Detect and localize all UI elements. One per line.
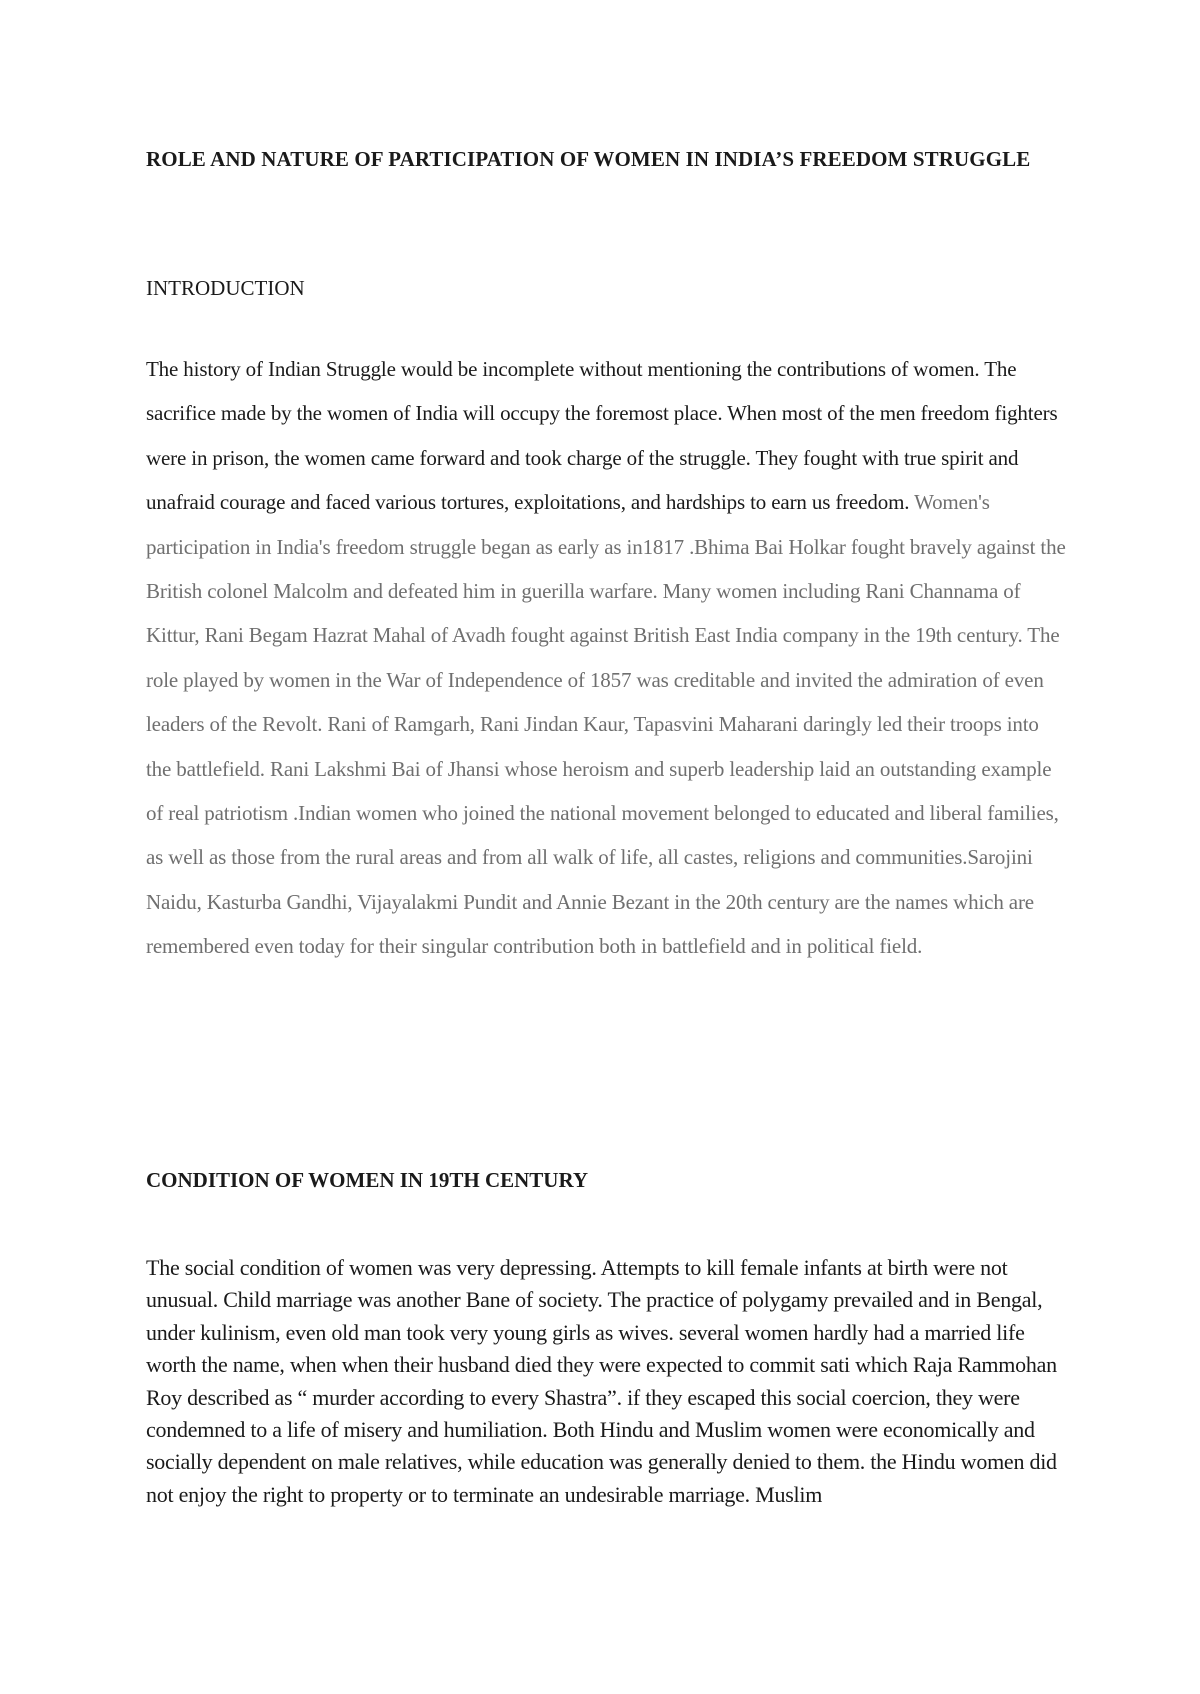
introduction-paragraph	[146, 347, 1066, 969]
document-title: ROLE AND NATURE OF PARTICIPATION OF WOMEN IN INDIA’S FREEDOM STRUGGLE	[146, 147, 1031, 171]
introduction-paragraph-quoted: Women's participation in India's freedom struggle began as early as in1817 .Bhima Bai Holkar fought bravely against the British colonel Malcolm and defeated him in guerilla warfare. Many women including Rani Channama of Kittur, Rani Begam Hazrat Mahal of Avadh fought against British East India company in the 19th century. The role played by women in the War of Independence of 1857 was creditable and invited the admiration of even leaders of the Revolt. Rani of Ramgarh, Rani Jindan Kaur, Tapasvini Maharani daringly led their troops into the battlefield. Rani Lakshmi Bai of Jhansi whose heroism and superb leadership laid an outstanding example of real patriotism .Indian women who joined the national movement belonged to educated and liberal families, as well as those from the rural areas and from all walk of life, all castes, religions and communities.Sarojini Naidu, Kasturba Gandhi, Vijayalakmi Pundit and Annie Bezant in the 20th century are the names which are remembered even today for their singular contribution both in battlefield and in political field.	[146, 490, 1066, 959]
introduction-heading: INTRODUCTION	[146, 276, 305, 300]
introduction-paragraph-main: The history of Indian Struggle would be incomplete without mentioning the contributions of women. The sacrifice made by the women of India will occupy the foremost place. When most of the men freedom fighters were in prison, the women came forward and took charge of the struggle. They fought with true spirit and unafraid courage and faced various tortures, exploitations, and hardships to earn us freedom.	[146, 357, 1058, 515]
section-paragraph: The social condition of women was very depressing. Attempts to kill female infants at birth were not unusual. Child marriage was another Bane of society. The practice of polygamy prevailed and in Bengal, under kulinism, even old man took very young girls as wives. several women hardly had a married life worth the name, when when their husband died they were expected to commit sati which Raja Rammohan Roy described as “ murder according to every Shastra”. if they escaped this social coercion, they were condemned to a life of misery and humiliation. Both Hindu and Muslim women were economically and socially dependent on male relatives, while education was generally denied to them. the Hindu women did not enjoy the right to property or to terminate an undesirable marriage. Muslim	[146, 1255, 1057, 1507]
section-heading: CONDITION OF WOMEN IN 19TH CENTURY	[146, 1168, 589, 1192]
